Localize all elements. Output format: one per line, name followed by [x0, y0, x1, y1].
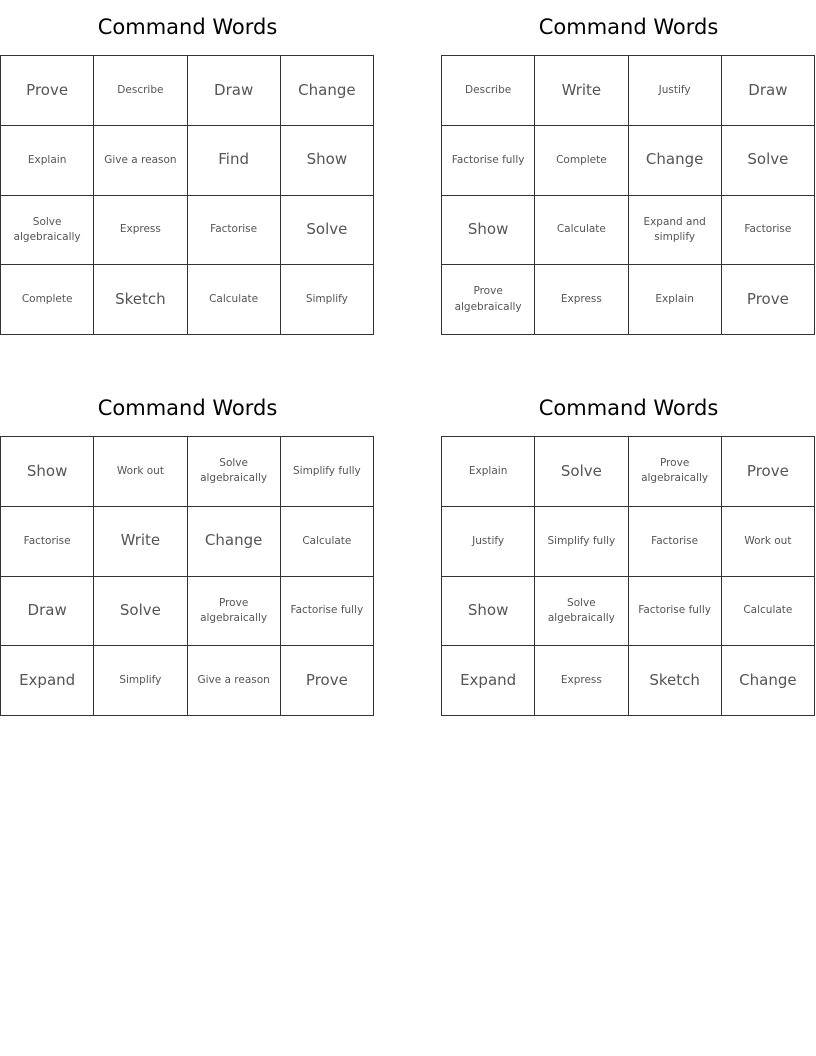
grid-cell: Expand	[442, 646, 535, 716]
grid-cell: Calculate	[721, 576, 814, 646]
grid-cell: Factorise	[1, 506, 94, 576]
grid-cell: Describe	[94, 56, 187, 126]
grid-cell: Explain	[1, 125, 94, 195]
grid-cell: Solve algebraically	[187, 437, 280, 507]
grid-cell: Prove	[280, 646, 373, 716]
grid-cell: Show	[442, 576, 535, 646]
grid-row	[442, 646, 815, 716]
grid-cell: Simplify fully	[535, 506, 628, 576]
grid-cell: Factorise	[628, 506, 721, 576]
grid-row	[1, 56, 374, 126]
grid-cell: Prove	[721, 265, 814, 335]
grid-cell: Express	[535, 265, 628, 335]
grid-cell: Draw	[721, 56, 814, 126]
grid-row	[442, 125, 815, 195]
bingo-grid	[441, 436, 815, 716]
grid-cell: Factorise fully	[280, 576, 373, 646]
card-title: Command Words	[538, 15, 719, 39]
grid-cell: Calculate	[187, 265, 280, 335]
grid-row	[442, 56, 815, 126]
grid-cell: Describe	[442, 56, 535, 126]
bingo-grid	[441, 55, 815, 335]
grid-cell: Factorise fully	[628, 576, 721, 646]
grid-cell: Write	[535, 56, 628, 126]
grid-row	[442, 195, 815, 265]
grid-cell: Calculate	[280, 506, 373, 576]
grid-row	[1, 506, 374, 576]
grid-cell: Complete	[535, 125, 628, 195]
grid-cell: Prove algebraically	[187, 576, 280, 646]
grid-row	[1, 437, 374, 507]
grid-cell: Prove	[721, 437, 814, 507]
grid-cell: Factorise	[187, 195, 280, 265]
grid-row	[442, 506, 815, 576]
grid-cell: Change	[187, 506, 280, 576]
grid-cell: Draw	[1, 576, 94, 646]
grid-cell: Simplify	[280, 265, 373, 335]
grid-cell: Give a reason	[187, 646, 280, 716]
grid-cell: Prove	[1, 56, 94, 126]
grid-row	[1, 125, 374, 195]
grid-cell: Expand and simplify	[628, 195, 721, 265]
card-title: Command Words	[97, 15, 278, 39]
bingo-grid	[0, 55, 374, 335]
grid-cell: Change	[280, 56, 373, 126]
grid-cell: Prove algebraically	[442, 265, 535, 335]
card-title: Command Words	[97, 396, 278, 420]
grid-cell: Factorise fully	[442, 125, 535, 195]
grid-cell: Solve	[721, 125, 814, 195]
card-title: Command Words	[538, 396, 719, 420]
grid-cell: Solve	[280, 195, 373, 265]
grid-cell: Prove algebraically	[628, 437, 721, 507]
grid-row	[1, 195, 374, 265]
grid-cell: Simplify	[94, 646, 187, 716]
grid-cell: Show	[442, 195, 535, 265]
grid-cell: Write	[94, 506, 187, 576]
grid-cell: Solve	[535, 437, 628, 507]
grid-cell: Work out	[94, 437, 187, 507]
grid-row	[1, 265, 374, 335]
bingo-grid	[0, 436, 374, 716]
grid-cell: Change	[721, 646, 814, 716]
grid-cell: Give a reason	[94, 125, 187, 195]
grid-cell: Express	[94, 195, 187, 265]
grid-cell: Explain	[442, 437, 535, 507]
grid-row	[1, 646, 374, 716]
grid-cell: Simplify fully	[280, 437, 373, 507]
grid-cell: Expand	[1, 646, 94, 716]
grid-cell: Show	[280, 125, 373, 195]
grid-cell: Solve	[94, 576, 187, 646]
grid-cell: Explain	[628, 265, 721, 335]
grid-cell: Sketch	[628, 646, 721, 716]
grid-cell: Draw	[187, 56, 280, 126]
grid-cell: Justify	[628, 56, 721, 126]
grid-cell: Show	[1, 437, 94, 507]
grid-cell: Find	[187, 125, 280, 195]
grid-cell: Sketch	[94, 265, 187, 335]
grid-cell: Solve algebraically	[1, 195, 94, 265]
grid-row	[1, 576, 374, 646]
grid-cell: Factorise	[721, 195, 814, 265]
grid-row	[442, 576, 815, 646]
grid-cell: Complete	[1, 265, 94, 335]
grid-row	[442, 265, 815, 335]
grid-cell: Work out	[721, 506, 814, 576]
grid-cell: Solve algebraically	[535, 576, 628, 646]
grid-cell: Change	[628, 125, 721, 195]
grid-cell: Justify	[442, 506, 535, 576]
grid-cell: Express	[535, 646, 628, 716]
grid-row	[442, 437, 815, 507]
grid-cell: Calculate	[535, 195, 628, 265]
